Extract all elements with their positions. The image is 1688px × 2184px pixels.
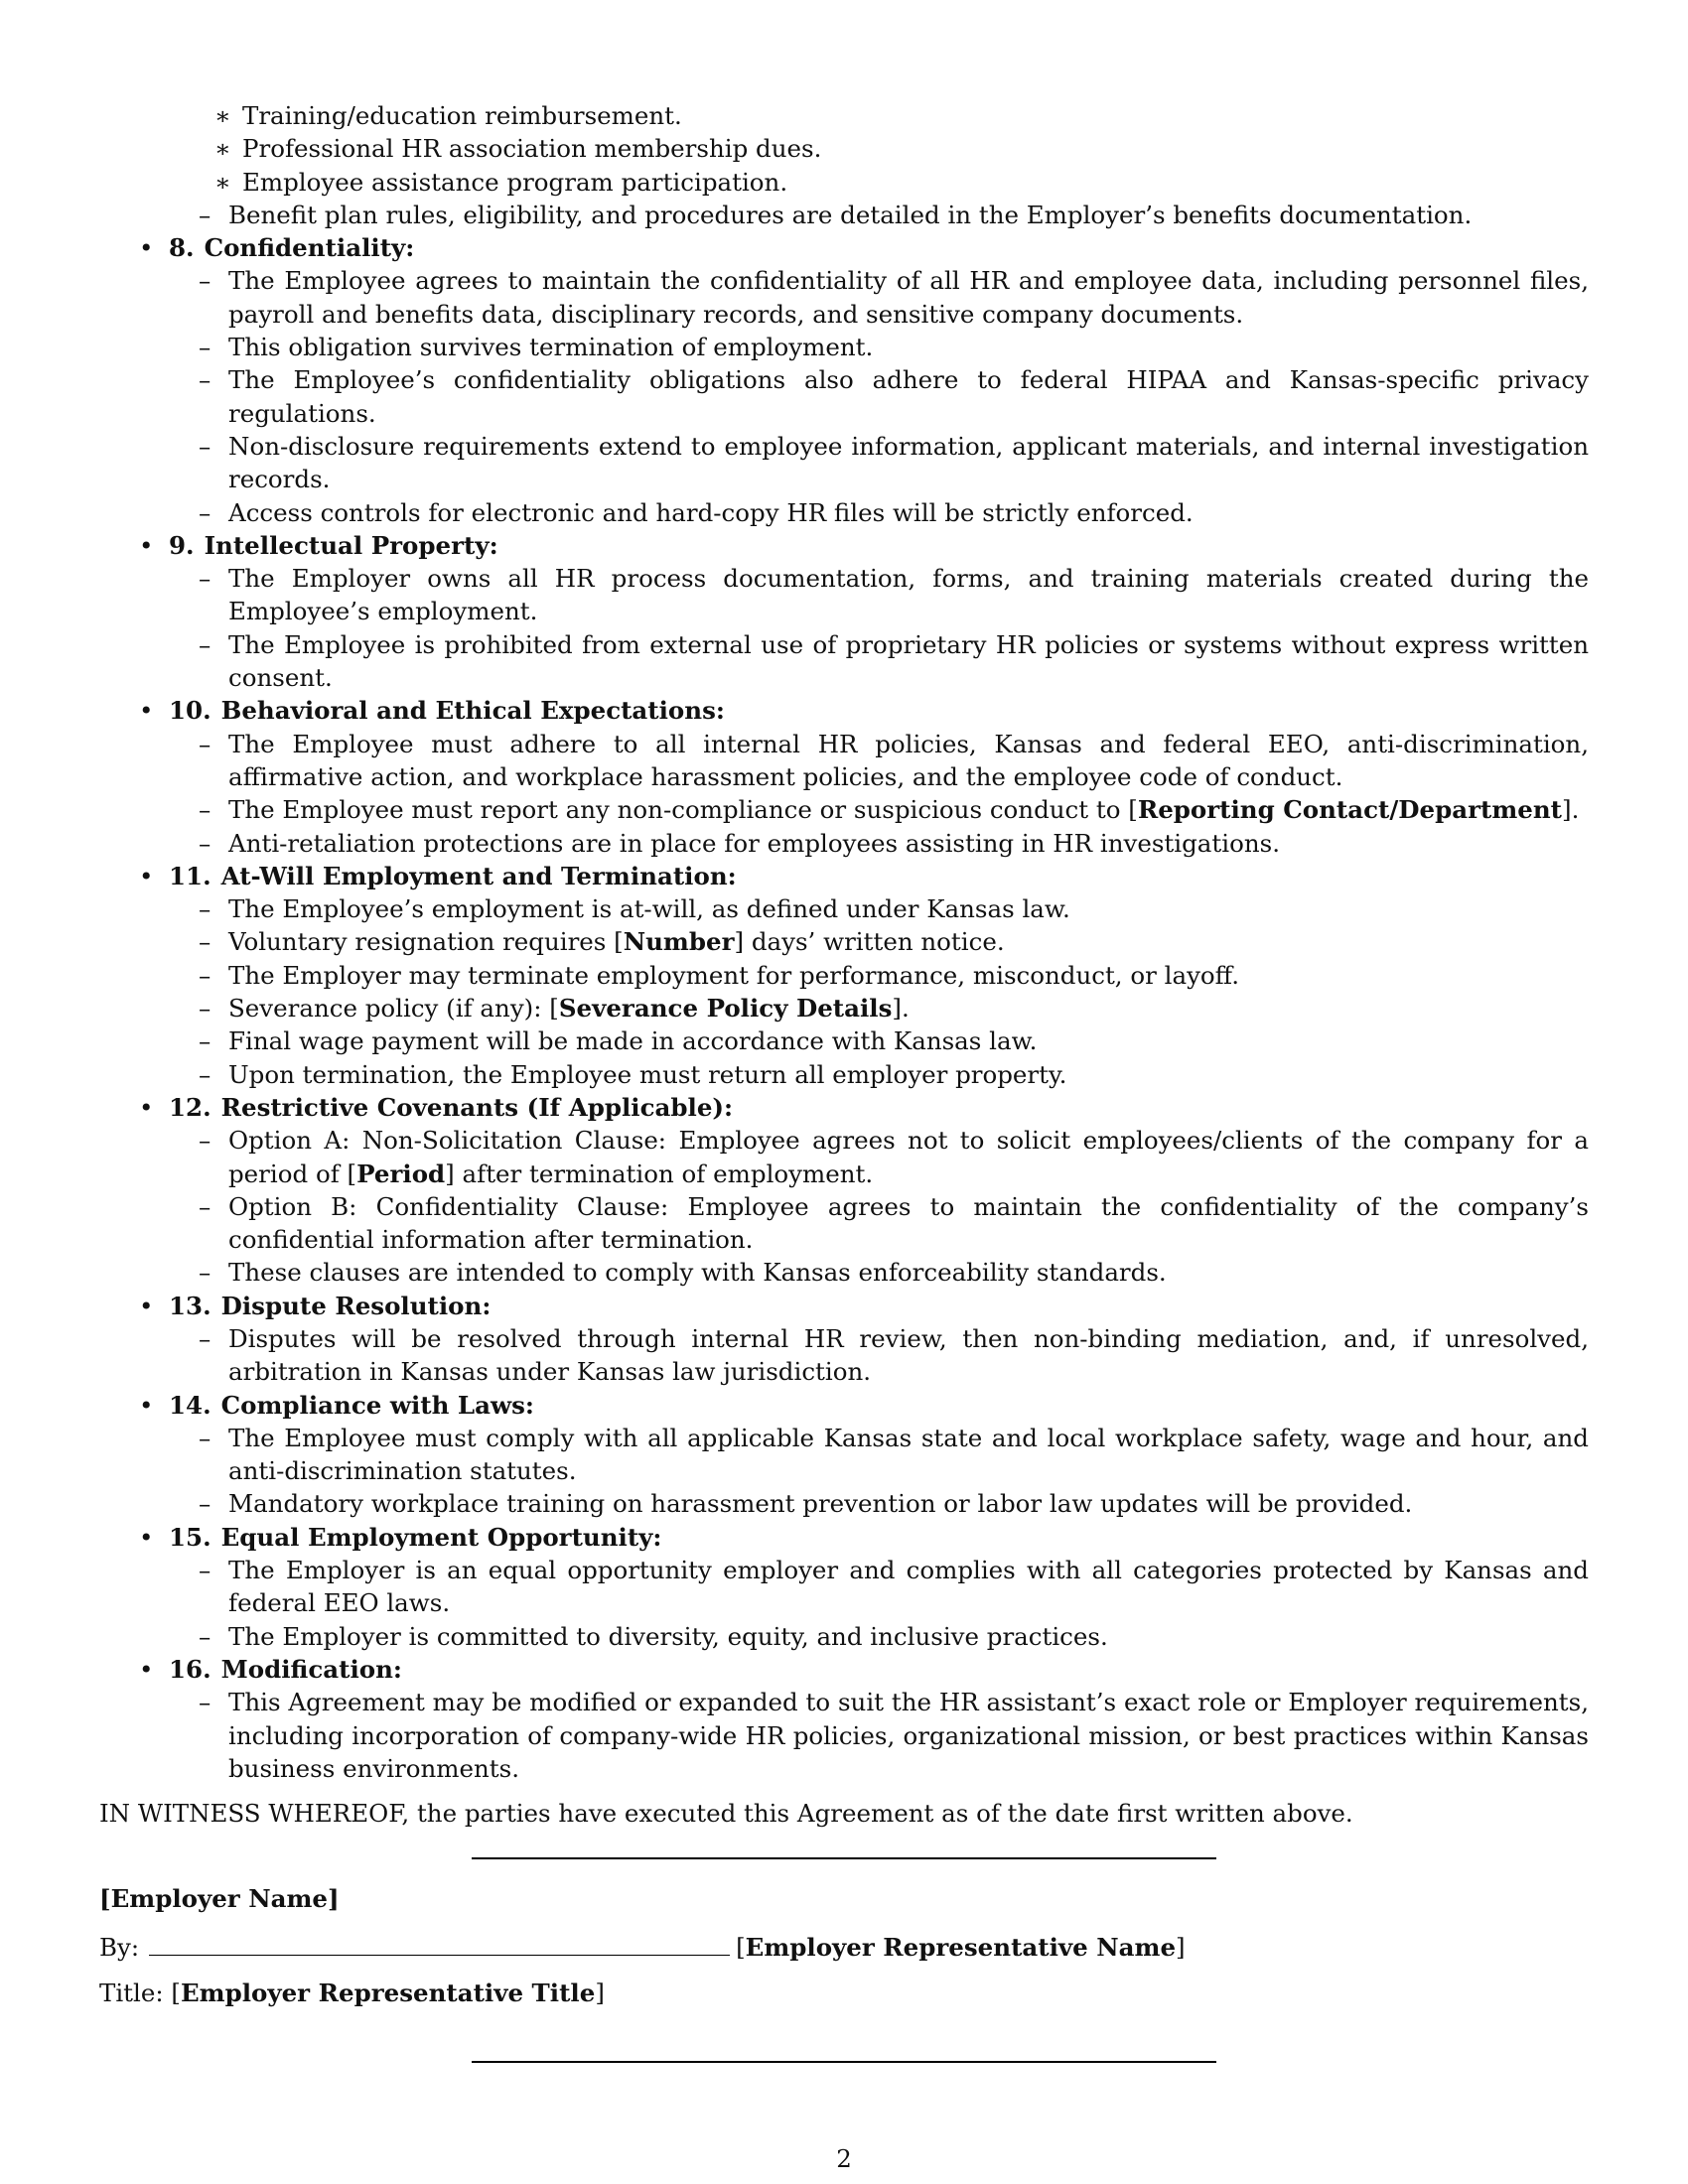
signature-blank [149, 1929, 730, 1956]
section-items [99, 1686, 1589, 1785]
section-heading [99, 1290, 1589, 1322]
section-number: 10. [169, 696, 211, 726]
document-page [99, 99, 1589, 2063]
section-items [99, 1322, 1589, 1389]
signature-line [472, 1857, 1216, 1859]
section-list [99, 231, 1589, 1785]
section-items [99, 264, 1589, 528]
section-item: – The Employee’s employment is at-will, as defined under Kansas law. [228, 892, 1589, 925]
section-title: Confidentiality: [204, 233, 415, 263]
section [99, 694, 1589, 859]
title-row: Title: [Employer Representative Title] [99, 1978, 605, 2007]
by-row: By: [Employer Representative Name] [99, 1929, 1589, 1964]
section-item: – Upon termination, the Employee must return all employer property. [228, 1058, 1589, 1091]
section [99, 860, 1589, 1091]
section [99, 529, 1589, 694]
section [99, 1521, 1589, 1653]
placeholder-field: Reporting Contact/Department [1137, 795, 1563, 825]
section-items [99, 1554, 1589, 1653]
item-text: Severance policy (if any): [ [228, 994, 559, 1024]
section-item: – Option B: Confidentiality Clause: Employee agrees to maintain the confidentiality of the company’s confidential information after termination. [228, 1190, 1589, 1257]
placeholder-field: Number [623, 927, 735, 957]
section-item [228, 925, 1589, 958]
section-heading [99, 694, 1589, 727]
section-heading [99, 1389, 1589, 1422]
section-number: 9. [169, 530, 195, 560]
section-title: Intellectual Property: [204, 530, 498, 560]
section-item: – The Employee’s confidentiality obligations also adhere to federal HIPAA and Kansas-specific privacy regulations. [228, 363, 1589, 430]
section-number: 11. [169, 861, 211, 890]
section [99, 1389, 1589, 1521]
benefit-sub-item: ∗ Employee assistance program participation. [242, 166, 1589, 199]
section-items [99, 562, 1589, 694]
section-title: Compliance with Laws: [220, 1390, 534, 1420]
page-number: 2 [836, 2144, 852, 2173]
item-text: ]. [1562, 795, 1580, 825]
section-title: Equal Employment Opportunity: [220, 1522, 662, 1552]
section [99, 1290, 1589, 1389]
section-items [99, 892, 1589, 1091]
section-item: – Access controls for electronic and hard-copy HR files will be strictly enforced. [228, 496, 1589, 529]
section-item: – The Employee must adhere to all internal HR policies, Kansas and federal EEO, anti-discrimination, affirmative action, and workplace harassment policies, and the employee code of conduct. [228, 728, 1589, 794]
item-text: The Employee must report any non-compliance or suspicious conduct to [ [228, 795, 1138, 825]
section-title: Restrictive Covenants (If Applicable): [220, 1092, 734, 1122]
benefit-sub-list [99, 99, 1589, 199]
witness-statement: IN WITNESS WHEREOF, the parties have executed this Agreement as of the date first written above. [99, 1799, 1353, 1829]
section-item [228, 1124, 1589, 1190]
section-title: At-Will Employment and Termination: [220, 861, 737, 890]
section-title: Behavioral and Ethical Expectations: [220, 696, 725, 726]
benefit-sub-item: ∗ Training/education reimbursement. [242, 99, 1589, 132]
benefit-note: – Benefit plan rules, eligibility, and procedures are detailed in the Employer’s benefits documentation. [228, 199, 1589, 231]
section-heading [99, 1521, 1589, 1554]
section-item [228, 992, 1589, 1024]
section-item: – Anti-retaliation protections are in place for employees assisting in HR investigations. [228, 827, 1589, 860]
title-label: Title: [99, 1978, 164, 2007]
section-item: – The Employer is committed to diversity, equity, and inclusive practices. [228, 1620, 1589, 1653]
section-number: 8. [169, 233, 195, 263]
employer-name: [Employer Name] [99, 1884, 340, 1914]
item-text: Option A: Non-Solicitation Clause: Employee agrees not to solicit employees/clients of the company for a period of [ [228, 1126, 1589, 1188]
section-item: – Mandatory workplace training on harassment prevention or labor law updates will be provided. [228, 1487, 1589, 1520]
item-text: ]. [892, 994, 910, 1024]
section-item: – The Employee is prohibited from external use of proprietary HR policies or systems without express written consent. [228, 628, 1589, 695]
benefit-note-list [99, 199, 1589, 231]
section-item: – Final wage payment will be made in accordance with Kansas law. [228, 1024, 1589, 1057]
section-item: – The Employee agrees to maintain the confidentiality of all HR and employee data, including personnel files, payroll and benefits data, disciplinary records, and sensitive company documents. [228, 264, 1589, 331]
section-item: – Non-disclosure requirements extend to employee information, applicant materials, and internal investigation records. [228, 430, 1589, 496]
rep-name-placeholder: Employer Representative Name [745, 1933, 1177, 1963]
section-heading [99, 1653, 1589, 1686]
placeholder-field: Severance Policy Details [558, 994, 893, 1024]
section-item: – The Employer owns all HR process documentation, forms, and training materials created during the Employee’s employment. [228, 562, 1589, 628]
section-item: – The Employee must comply with all applicable Kansas state and local workplace safety, wage and hour, and anti-discrimination statutes. [228, 1422, 1589, 1488]
section-number: 12. [169, 1092, 211, 1122]
section-title: Modification: [220, 1654, 402, 1684]
section-heading [99, 860, 1589, 892]
section-item: – The Employer may terminate employment for performance, misconduct, or layoff. [228, 959, 1589, 992]
item-text: ] after termination of employment. [445, 1159, 874, 1188]
section-title: Dispute Resolution: [220, 1291, 492, 1320]
section-item: – These clauses are intended to comply with Kansas enforceability standards. [228, 1256, 1589, 1289]
item-text: ] days’ written notice. [734, 927, 1005, 957]
rep-title-placeholder: Employer Representative Title [180, 1978, 596, 2007]
placeholder-field: Period [356, 1159, 446, 1188]
benefit-sub-item: ∗ Professional HR association membership dues. [242, 132, 1589, 165]
section-number: 15. [169, 1522, 211, 1552]
section-heading [99, 529, 1589, 562]
section [99, 1653, 1589, 1785]
section-item: – Disputes will be resolved through internal HR review, then non-binding mediation, and, if unresolved, arbitration in Kansas under Kansas law jurisdiction. [228, 1322, 1589, 1389]
section-heading [99, 231, 1589, 264]
signature-line [472, 2061, 1216, 2063]
employer-name-placeholder: Employer Name [110, 1884, 329, 1914]
section [99, 1091, 1589, 1290]
by-label: By: [99, 1933, 140, 1963]
section-number: 13. [169, 1291, 211, 1320]
section-item: – This obligation survives termination of employment. [228, 331, 1589, 363]
section-number: 16. [169, 1654, 211, 1684]
item-text: Voluntary resignation requires [ [228, 927, 624, 957]
section-item: – The Employer is an equal opportunity employer and complies with all categories protected by Kansas and federal EEO laws. [228, 1554, 1589, 1620]
section-number: 14. [169, 1390, 211, 1420]
section-item: – This Agreement may be modified or expanded to suit the HR assistant’s exact role or Employer requirements, including incorporation of company-wide HR policies, organizational mission, or best practices within Kansas business environments. [228, 1686, 1589, 1785]
section-items [99, 728, 1589, 860]
section-items [99, 1124, 1589, 1289]
section-heading [99, 1091, 1589, 1124]
section-items [99, 1422, 1589, 1521]
section-item [228, 793, 1589, 826]
section [99, 231, 1589, 529]
